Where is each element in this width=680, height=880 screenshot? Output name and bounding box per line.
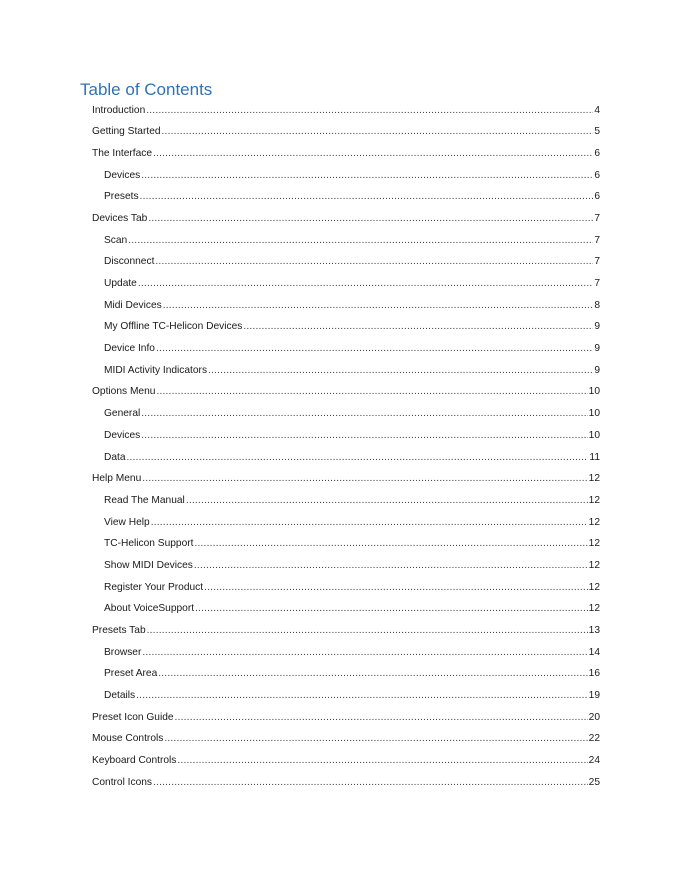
toc-entry[interactable] [0,143,680,165]
toc-entry-title: Scan [104,234,128,246]
dot-leader [156,381,587,403]
toc-entry-page-number: 22 [588,733,600,745]
toc-entry-page-number: 11 [589,451,600,463]
toc-entry[interactable] [0,447,680,469]
toc-entry[interactable] [0,663,680,685]
toc-entry[interactable] [0,338,680,360]
toc-entry-page-number: 7 [594,278,600,289]
toc-entry[interactable] [0,620,680,642]
dot-leader [208,360,593,382]
toc-entry-page-number: 10 [588,386,600,398]
toc-entry-page-number: 7 [594,234,600,246]
toc-entry-title: The Interface [92,147,153,159]
toc-entry-page-number: 12 [588,603,600,615]
toc-entry-title: Details [104,690,136,702]
toc-entry-title: Devices Tab [92,212,148,224]
toc-entry[interactable] [0,555,680,577]
toc-entry-page-number: 20 [588,711,600,723]
toc-entry-title: Keyboard Controls [92,755,177,767]
toc-entry[interactable] [0,750,680,772]
toc-entry-title: Devices [104,429,141,441]
toc-entry[interactable] [0,512,680,534]
toc-entry-title: General [104,408,141,420]
dot-leader [158,663,587,685]
dot-leader [151,512,588,534]
dot-leader [153,772,588,794]
toc-entry[interactable] [0,642,680,664]
toc-entry-page-number: 24 [588,755,600,767]
toc-entry-page-number: 25 [588,776,600,788]
dot-leader [141,425,587,447]
toc-entry[interactable] [0,728,680,750]
dot-leader [146,100,593,122]
toc-entry-title: My Offline TC-Helicon Devices [104,321,243,333]
dot-leader [156,338,593,360]
toc-entry-page-number: 10 [588,408,600,420]
toc-entry-page-number: 12 [588,581,600,593]
toc-entry-title: Introduction [92,104,146,116]
toc-list [0,100,680,794]
toc-entry-page-number: 9 [594,343,600,355]
toc-entry[interactable] [0,403,680,425]
toc-entry[interactable] [0,772,680,794]
dot-leader [128,230,593,252]
toc-entry-title: MIDI Activity Indicators [104,364,208,376]
toc-entry[interactable] [0,100,680,122]
toc-entry[interactable] [0,230,680,252]
toc-entry-title: Data [104,451,126,463]
toc-entry-page-number: 12 [588,473,600,485]
dot-leader [138,273,593,295]
dot-leader [164,728,587,750]
toc-entry-title: Options Menu [92,386,156,398]
toc-entry[interactable] [0,273,680,295]
dot-leader [195,598,588,620]
toc-entry-page-number: 9 [594,364,600,376]
toc-entry-page-number: 6 [594,191,600,203]
toc-entry-title: Device Info [104,343,155,355]
toc-entry-title: Browser [104,646,142,658]
dot-leader [127,447,589,469]
toc-entry-page-number: 9 [594,321,600,333]
toc-entry-page-number: 5 [594,126,600,138]
dot-leader [175,707,588,729]
toc-entry-page-number: 7 [594,256,600,268]
toc-entry-title: TC-Helicon Support [104,538,194,550]
toc-entry-page-number: 7 [594,212,600,224]
toc-entry-page-number: 14 [588,646,600,658]
dot-leader [140,186,594,208]
toc-entry[interactable] [0,165,680,187]
toc-heading: Table of Contents [80,80,213,99]
dot-leader [243,316,593,338]
dot-leader [186,490,588,512]
dot-leader [204,577,588,599]
toc-entry[interactable] [0,121,680,143]
toc-entry-title: Control Icons [92,776,153,788]
toc-entry[interactable] [0,425,680,447]
dot-leader [163,295,594,317]
toc-entry-page-number: 6 [594,169,600,181]
toc-entry-title: Presets [104,191,139,203]
toc-entry-title: Read The Manual [104,494,185,506]
toc-entry-page-number: 19 [588,690,600,702]
toc-entry-page-number: 8 [594,299,600,311]
toc-entry-title: Presets Tab [92,625,146,636]
toc-entry[interactable] [0,490,680,512]
toc-entry[interactable] [0,251,680,273]
toc-entry-title: Update [104,278,137,289]
toc-entry-page-number: 12 [588,516,600,528]
toc-entry[interactable] [0,381,680,403]
toc-entry[interactable] [0,186,680,208]
toc-entry[interactable] [0,208,680,230]
toc-entry-page-number: 12 [588,559,600,571]
toc-entry-title: Mouse Controls [92,733,164,745]
dot-leader [177,750,587,772]
dot-leader [148,208,593,230]
toc-entry-page-number: 16 [588,668,600,680]
toc-entry-page-number: 12 [588,538,600,550]
dot-leader [147,620,588,642]
dot-leader [142,468,587,490]
dot-leader [153,143,593,165]
toc-entry-title: Help Menu [92,473,142,485]
toc-entry-title: Midi Devices [104,299,162,311]
toc-entry-page-number: 13 [588,625,600,636]
toc-entry-page-number: 4 [594,104,600,116]
toc-entry-page-number: 12 [588,494,600,506]
toc-entry[interactable] [0,468,680,490]
dot-leader [162,121,594,143]
dot-leader [136,685,588,707]
toc-entry[interactable] [0,533,680,555]
toc-entry[interactable] [0,577,680,599]
toc-entry-title: Devices [104,169,141,181]
toc-entry[interactable] [0,685,680,707]
dot-leader [141,165,593,187]
dot-leader [141,403,587,425]
toc-entry[interactable] [0,598,680,620]
toc-entry-title: Preset Area [104,668,158,680]
toc-entry[interactable] [0,360,680,382]
toc-entry-title: Show MIDI Devices [104,559,193,571]
toc-entry-page-number: 6 [594,147,600,159]
dot-leader [194,555,588,577]
toc-entry[interactable] [0,295,680,317]
dot-leader [142,642,587,664]
toc-entry-title: Preset Icon Guide [92,711,174,723]
toc-entry-title: Register Your Product [104,581,204,593]
dot-leader [155,251,593,273]
toc-entry-title: View Help [104,516,150,528]
toc-entry[interactable] [0,316,680,338]
toc-entry[interactable] [0,707,680,729]
toc-entry-title: Getting Started [92,126,161,138]
toc-entry-title: Disconnect [104,256,155,268]
dot-leader [194,533,587,555]
toc-entry-page-number: 10 [588,429,600,441]
toc-entry-title: About VoiceSupport [104,603,195,615]
